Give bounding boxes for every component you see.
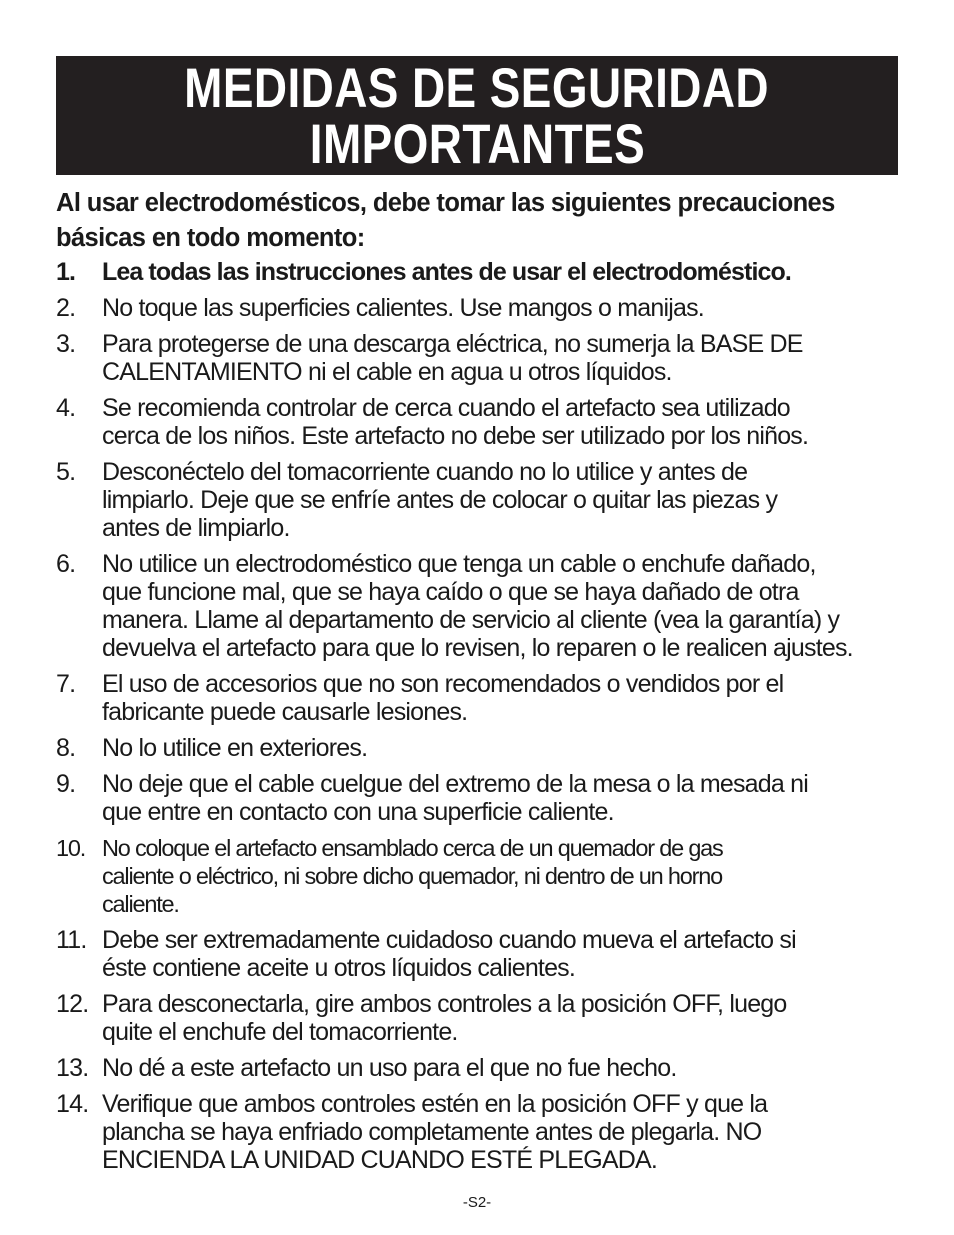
item-text-line: éste contiene aceite u otros líquidos calientes.: [102, 954, 576, 982]
list-item: [56, 834, 926, 918]
item-text-line: Para desconectarla, gire ambos controles a la posición OFF, luego: [102, 990, 787, 1018]
item-text-line: cerca de los niños. Este artefacto no debe ser utilizado por los niños.: [102, 422, 809, 450]
item-text-line: Se recomienda controlar de cerca cuando el artefacto sea utilizado: [102, 394, 790, 422]
item-number: 8.: [56, 734, 76, 762]
list-item: [56, 458, 926, 542]
item-text-line: Verifique que ambos controles estén en la posición OFF y que la: [102, 1090, 768, 1118]
list-item: [56, 770, 926, 826]
item-text-line: No toque las superficies calientes. Use mangos o manijas.: [102, 294, 704, 322]
list-item: [56, 670, 926, 726]
item-text-line: No coloque el artefacto ensamblado cerca de un quemador de gas: [102, 835, 723, 861]
item-number: 14.: [56, 1090, 89, 1118]
safety-list: [56, 258, 926, 1182]
item-text-line: fabricante puede causarle lesiones.: [102, 698, 468, 726]
list-item: [56, 1054, 926, 1082]
item-text-line: Para protegerse de una descarga eléctrica, no sumerja la BASE DE: [102, 330, 803, 358]
list-item: [56, 734, 926, 762]
list-item: [56, 550, 926, 662]
page-title-line-2: IMPORTANTES: [309, 111, 645, 175]
item-text-line: quite el enchufe del tomacorriente.: [102, 1018, 458, 1046]
page-number: -S2-: [462, 1194, 492, 1211]
item-text-line: caliente o eléctrico, ni sobre dicho quemador, ni dentro de un horno: [102, 863, 722, 889]
item-number: 3.: [56, 330, 76, 358]
item-number: 1.: [56, 258, 76, 286]
item-text-line: antes de limpiarlo.: [102, 514, 290, 542]
item-text-line: No deje que el cable cuelgue del extremo de la mesa o la mesada ni: [102, 770, 809, 798]
list-item: [56, 990, 926, 1046]
item-text-line: limpiarlo. Deje que se enfríe antes de colocar o quitar las piezas y: [102, 486, 778, 514]
item-text-line: Lea todas las instrucciones antes de usar el electrodoméstico.: [102, 258, 791, 286]
item-text-line: CALENTAMIENTO ni el cable en agua u otros líquidos.: [102, 358, 672, 386]
list-item: [56, 330, 926, 386]
item-number: 6.: [56, 550, 76, 578]
intro-text: Al usar electrodomésticos, debe tomar las siguientes precauciones básicas en todo momento:: [56, 189, 835, 252]
item-text-line: devuelva el artefacto para que lo revisen, lo reparen o le realicen ajustes.: [102, 634, 853, 662]
item-text-line: que entre en contacto con una superficie caliente.: [102, 798, 614, 826]
item-number: 5.: [56, 458, 76, 486]
item-number: 2.: [56, 294, 76, 322]
item-number: 4.: [56, 394, 76, 422]
list-item: [56, 926, 926, 982]
title-banner: [56, 56, 898, 175]
item-text-line: caliente.: [102, 891, 179, 917]
item-text-line: No dé a este artefacto un uso para el que no fue hecho.: [102, 1054, 677, 1082]
item-text-line: Desconéctelo del tomacorriente cuando no lo utilice y antes de: [102, 458, 748, 486]
list-item: [56, 1090, 926, 1174]
item-number: 9.: [56, 770, 76, 798]
item-text-line: manera. Llame al departamento de servicio al cliente (vea la garantía) y: [102, 606, 840, 634]
item-text-line: que funcione mal, que se haya caído o que se haya dañado de otra: [102, 578, 799, 606]
item-number: 12.: [56, 990, 89, 1018]
item-text-line: No lo utilice en exteriores.: [102, 734, 368, 762]
item-text-line: ENCIENDA LA UNIDAD CUANDO ESTÉ PLEGADA.: [102, 1146, 658, 1174]
page-title-line-1: MEDIDAS DE SEGURIDAD: [184, 55, 770, 119]
item-text-line: No utilice un electrodoméstico que tenga un cable o enchufe dañado,: [102, 550, 816, 578]
list-item: [56, 258, 926, 286]
list-item: [56, 294, 926, 322]
item-text-line: plancha se haya enfriado completamente antes de plegarla. NO: [102, 1118, 762, 1146]
item-number: 11.: [56, 926, 87, 954]
item-number: 7.: [56, 670, 76, 698]
item-text-line: Debe ser extremadamente cuidadoso cuando mueva el artefacto si: [102, 926, 796, 954]
item-number: 10.: [56, 835, 86, 861]
item-number: 13.: [56, 1054, 89, 1082]
item-text-line: El uso de accesorios que no son recomendados o vendidos por el: [102, 670, 784, 698]
list-item: [56, 394, 926, 450]
